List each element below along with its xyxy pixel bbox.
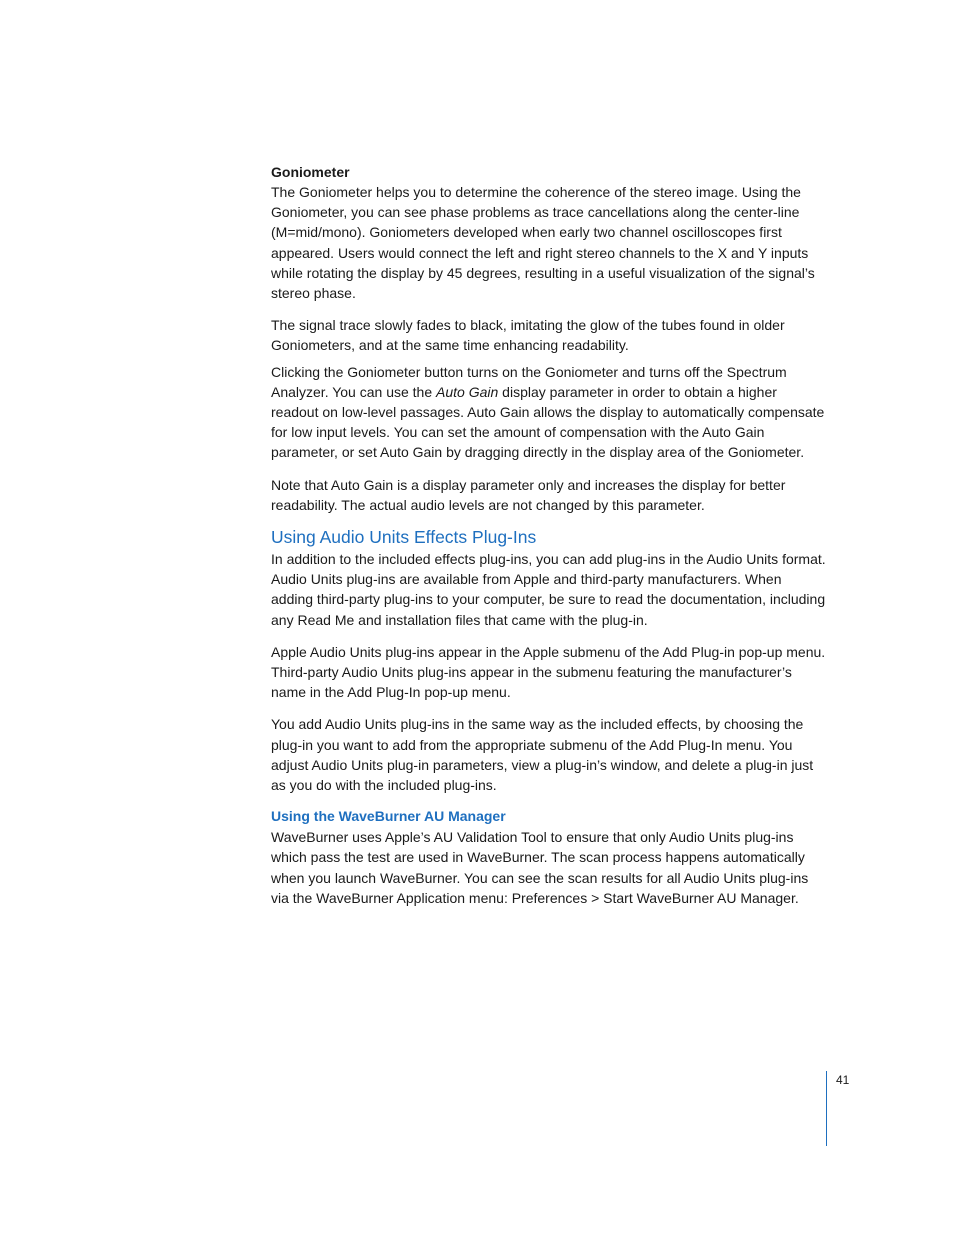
page-body: [271, 162, 827, 908]
au-section-heading: Using Audio Units Effects Plug-Ins: [271, 527, 537, 548]
auto-gain-term: Auto Gain: [436, 383, 499, 400]
au-paragraph-1: In addition to the included effects plug-ins, you can add plug-ins in the Audio Units format. Audio Units plug-ins are available from Apple and third-party manufacturers. When adding third-party plug-ins to your computer, be sure to read the documentation, including any Read Me and installation files that came with the plug-in.: [271, 551, 826, 628]
goniometer-paragraph-3: [271, 362, 827, 463]
goniometer-paragraph-4: Note that Auto Gain is a display parameter only and increases the display for better readability. The actual audio levels are not changed by this parameter.: [271, 476, 786, 513]
au-manager-paragraph-1: WaveBurner uses Apple’s AU Validation Tool to ensure that only Audio Units plug-ins which pass the test are used in WaveBurner. The scan process happens automatically when you launch WaveBurner. You can see the scan results for all Audio Units plug-ins via the WaveBurner Application menu: Preferences > Start WaveBurner AU Manager.: [271, 829, 809, 906]
page-number-rule: [826, 1071, 827, 1146]
au-manager-heading: Using the WaveBurner AU Manager: [271, 808, 506, 825]
au-paragraph-2: Apple Audio Units plug-ins appear in the Apple submenu of the Add Plug-in pop-up menu. Third-party Audio Units plug-ins appear in the submenu featuring the manufacturer’s name in the Add Plug-In pop-up menu.: [271, 643, 826, 701]
page-number: 41: [836, 1073, 850, 1087]
goniometer-paragraph-3-start: Clicking the Goniometer button turns on the Goniometer and turns off the Spectrum Analyzer. You can use the: [271, 363, 787, 400]
goniometer-paragraph-2: The signal trace slowly fades to black, imitating the glow of the tubes found in older Goniometers, and at the same time enhancing readability.: [271, 317, 785, 354]
goniometer-heading: Goniometer: [271, 164, 350, 180]
au-paragraph-3: You add Audio Units plug-ins in the same way as the included effects, by choosing the plug-in you want to add from the appropriate submenu of the Add Plug-In menu. You adjust Audio Units plug-in parameters, view a plug-in’s window, and delete a plug-in just as you do with the included plug-ins.: [271, 716, 814, 794]
goniometer-paragraph-3-end: display parameter in order to obtain a higher readout on low-level passages. Auto Gain allows the display to automatically compensate for low input levels. You can set the amount of compensation with the Auto Gain parameter, or set Auto Gain by dragging directly in the display area of the Goniometer.: [271, 383, 825, 461]
goniometer-paragraph-1: The Goniometer helps you to determine the coherence of the stereo image. Using the Goniometer, you can see phase problems as trace cancellations along the center-line (M=mid/mono). Goniometers developed when early two channel oscilloscopes first appeared. Users would connect the left and right stereo channels to the X and Y inputs while rotating the display by 45 degrees, resulting in a useful visualization of the signal’s stereo phase.: [271, 184, 815, 302]
